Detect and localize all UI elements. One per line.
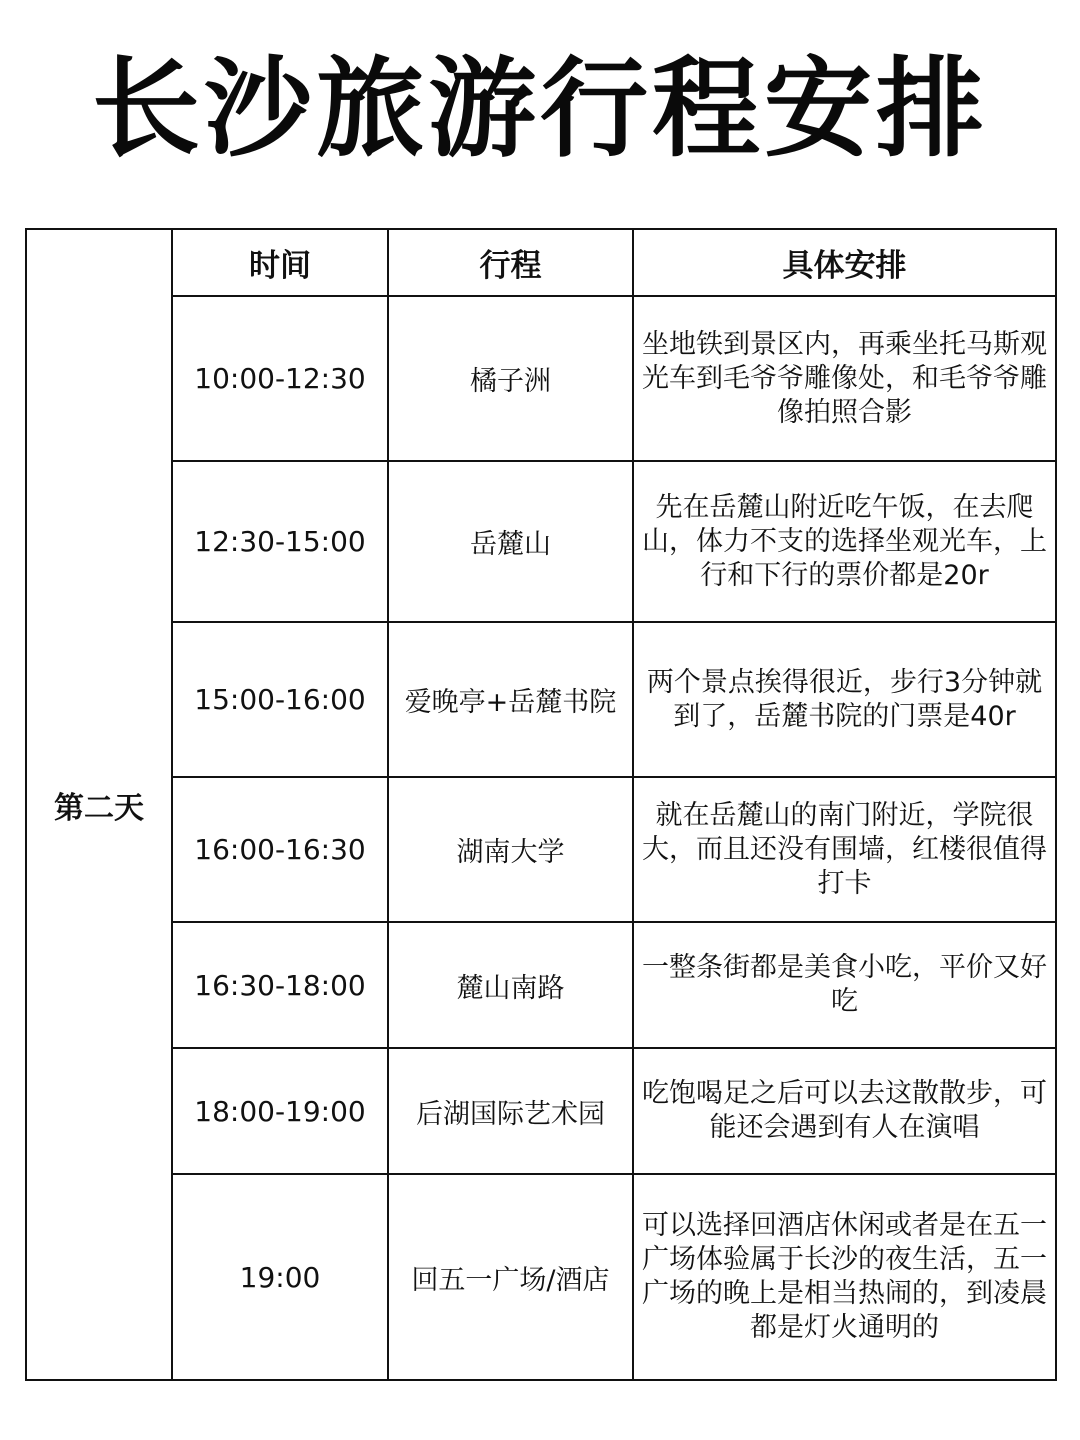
itinerary-table <box>25 228 1057 1381</box>
table-row <box>26 922 1056 1048</box>
header-details: 具体安排 <box>633 229 1056 296</box>
place-cell: 橘子洲 <box>388 296 633 461</box>
place-cell: 后湖国际艺术园 <box>388 1048 633 1174</box>
header-row <box>26 229 1056 296</box>
day-label: 第二天 <box>26 229 172 1380</box>
place-cell: 岳麓山 <box>388 461 633 622</box>
details-cell: 坐地铁到景区内，再乘坐托马斯观光车到毛爷爷雕像处，和毛爷爷雕像拍照合影 <box>633 296 1056 461</box>
page-title: 长沙旅游行程安排 <box>91 47 988 172</box>
time-cell: 10:00-12:30 <box>172 296 388 461</box>
time-cell: 18:00-19:00 <box>172 1048 388 1174</box>
details-cell: 吃饱喝足之后可以去这散散步，可能还会遇到有人在演唱 <box>633 1048 1056 1174</box>
time-cell: 16:30-18:00 <box>172 922 388 1048</box>
table-row <box>26 622 1056 777</box>
place-cell: 爱晚亭+岳麓书院 <box>388 622 633 777</box>
time-cell: 16:00-16:30 <box>172 777 388 922</box>
table-row <box>26 461 1056 622</box>
table-row <box>26 777 1056 922</box>
details-cell: 一整条街都是美食小吃，平价又好吃 <box>633 922 1056 1048</box>
place-cell: 麓山南路 <box>388 922 633 1048</box>
table-row <box>26 1048 1056 1174</box>
table-row <box>26 1174 1056 1380</box>
details-cell: 就在岳麓山的南门附近，学院很大，而且还没有围墙，红楼很值得打卡 <box>633 777 1056 922</box>
details-cell: 先在岳麓山附近吃午饭，在去爬山，体力不支的选择坐观光车，上行和下行的票价都是20r <box>633 461 1056 622</box>
time-cell: 12:30-15:00 <box>172 461 388 622</box>
time-cell: 19:00 <box>172 1174 388 1380</box>
details-cell: 两个景点挨得很近，步行3分钟就到了，岳麓书院的门票是40r <box>633 622 1056 777</box>
table-row <box>26 296 1056 461</box>
place-cell: 湖南大学 <box>388 777 633 922</box>
header-itinerary: 行程 <box>388 229 633 296</box>
details-cell: 可以选择回酒店休闲或者是在五一广场体验属于长沙的夜生活，五一广场的晚上是相当热闹的，到凌晨都是灯火通明的 <box>633 1174 1056 1380</box>
time-cell: 15:00-16:00 <box>172 622 388 777</box>
header-time: 时间 <box>172 229 388 296</box>
place-cell: 回五一广场/酒店 <box>388 1174 633 1380</box>
